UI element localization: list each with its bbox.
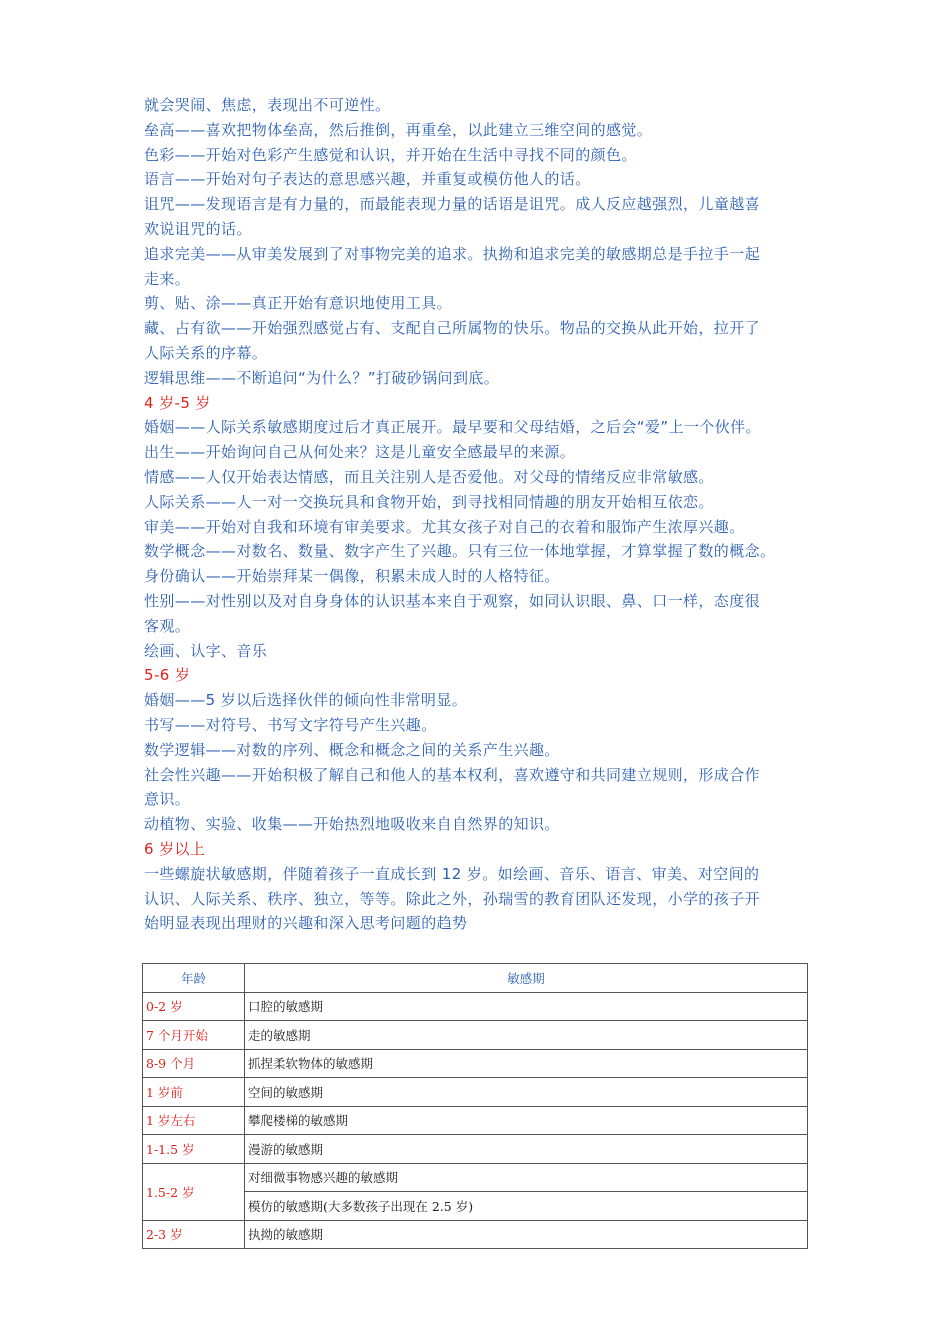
text-line: 婚姻——5 岁以后选择伙伴的倾向性非常明显。 — [144, 691, 468, 710]
period-cell: 执拗的敏感期 — [245, 1220, 808, 1249]
text-line: 书写——对符号、书写文字符号产生兴趣。 — [144, 715, 437, 734]
text-line: 逻辑思维——不断追问“为什么？”打破砂锅问到底。 — [144, 368, 500, 387]
period-cell: 模仿的敏感期(大多数孩子出现在 2.5 岁) — [245, 1192, 808, 1221]
table-body — [143, 992, 808, 1249]
table-header-row — [143, 964, 808, 993]
text-line: 语言——开始对句子表达的意思感兴趣，并重复或模仿他人的话。 — [144, 170, 591, 189]
text-line: 就会哭闹、焦虑，表现出不可逆性。 — [144, 96, 391, 114]
period-cell: 对细微事物感兴趣的敏感期 — [245, 1163, 808, 1192]
section-heading: 5-6 岁 — [144, 666, 191, 685]
text-line: 走来。 — [144, 269, 191, 288]
table-row — [143, 1021, 808, 1050]
period-cell: 抓捏柔软物体的敏感期 — [245, 1049, 808, 1078]
document-body — [144, 93, 824, 936]
text-line: 情感——人仅开始表达情感，而且关注别人是否爱他。对父母的情绪反应非常敏感。 — [144, 467, 714, 486]
table-row — [143, 1220, 808, 1249]
period-cell: 漫游的敏感期 — [245, 1135, 808, 1164]
age-cell: 8-9 个月 — [143, 1049, 245, 1078]
text-line: 审美——开始对自我和环境有审美要求。尤其女孩子对自己的衣着和服饰产生浓厚兴趣。 — [144, 517, 745, 536]
table-row — [143, 992, 808, 1021]
text-line: 色彩——开始对色彩产生感觉和认识，并开始在生活中寻找不同的颜色。 — [144, 145, 637, 164]
text-line: 身份确认——开始崇拜某一偶像，积累未成人时的人格特征。 — [144, 567, 560, 586]
age-cell: 1 岁左右 — [143, 1106, 245, 1135]
sensitive-period-table — [142, 963, 808, 1249]
section-heading: 6 岁以上 — [144, 839, 206, 858]
text-line: 垒高——喜欢把物体垒高，然后推倒，再重垒，以此建立三维空间的感觉。 — [144, 120, 653, 139]
age-cell: 2-3 岁 — [143, 1220, 245, 1249]
text-line: 人际关系——人一对一交换玩具和食物开始，到寻找相同情趣的朋友开始相互依恋。 — [144, 492, 714, 511]
age-cell: 0-2 岁 — [143, 992, 245, 1021]
text-line: 诅咒——发现语言是有力量的，而最能表现力量的话语是诅咒。成人反应越强烈，儿童越喜 — [144, 195, 761, 214]
age-cell: 7 个月开始 — [143, 1021, 245, 1050]
text-line: 动植物、实验、收集——开始热烈地吸收来自自然界的知识。 — [144, 815, 560, 834]
text-line: 数学逻辑——对数的序列、概念和概念之间的关系产生兴趣。 — [144, 740, 560, 759]
period-cell: 口腔的敏感期 — [245, 992, 808, 1021]
table-row — [143, 1106, 808, 1135]
text-line: 追求完美——从审美发展到了对事物完美的追求。执拗和追求完美的敏感期总是手拉手一起 — [144, 244, 761, 263]
period-cell: 走的敏感期 — [245, 1021, 808, 1050]
table-row — [143, 1135, 808, 1164]
text-line: 性别——对性别以及对自身身体的认识基本来自于观察，如同认识眼、鼻、口一样，态度很 — [144, 591, 761, 610]
text-line: 客观。 — [144, 616, 191, 635]
table-row — [143, 1078, 808, 1107]
text-line: 意识。 — [144, 790, 191, 809]
text-line: 出生——开始询问自己从何处来？这是儿童安全感最早的来源。 — [144, 443, 576, 462]
text-line: 剪、贴、涂——真正开始有意识地使用工具。 — [144, 294, 453, 313]
age-cell: 1.5-2 岁 — [143, 1163, 245, 1220]
age-cell: 1-1.5 岁 — [143, 1135, 245, 1164]
text-line: 认识、人际关系、秩序、独立，等等。除此之外，孙瑞雪的教育团队还发现，小学的孩子开 — [144, 889, 761, 908]
text-line: 数学概念——对数名、数量、数字产生了兴趣。只有三位一体地掌握，才算掌握了数的概念。 — [144, 542, 776, 561]
section-heading: 4 岁-5 岁 — [144, 393, 211, 412]
text-line: 始明显表现出理财的兴趣和深入思考问题的趋势 — [144, 914, 468, 933]
age-cell: 1 岁前 — [143, 1078, 245, 1107]
header-age: 年龄 — [143, 964, 245, 993]
period-cell: 空间的敏感期 — [245, 1078, 808, 1107]
text-line: 绘画、认字、音乐 — [144, 641, 268, 660]
text-line: 藏、占有欲——开始强烈感觉占有、支配自己所属物的快乐。物品的交换从此开始，拉开了 — [144, 319, 761, 338]
text-line: 社会性兴趣——开始积极了解自己和他人的基本权利，喜欢遵守和共同建立规则，形成合作 — [144, 765, 761, 784]
header-period: 敏感期 — [245, 964, 808, 993]
text-line: 一些螺旋状敏感期，伴随着孩子一直成长到 12 岁。如绘画、音乐、语言、审美、对空间的 — [144, 864, 760, 883]
text-line: 欢说诅咒的话。 — [144, 219, 252, 238]
table-row — [143, 1163, 808, 1192]
text-line: 婚姻——人际关系敏感期度过后才真正展开。最早要和父母结婚，之后会“爱”上一个伙伴。 — [144, 418, 761, 437]
text-line: 人际关系的序幕。 — [144, 343, 268, 362]
table-row — [143, 1049, 808, 1078]
period-cell: 攀爬楼梯的敏感期 — [245, 1106, 808, 1135]
